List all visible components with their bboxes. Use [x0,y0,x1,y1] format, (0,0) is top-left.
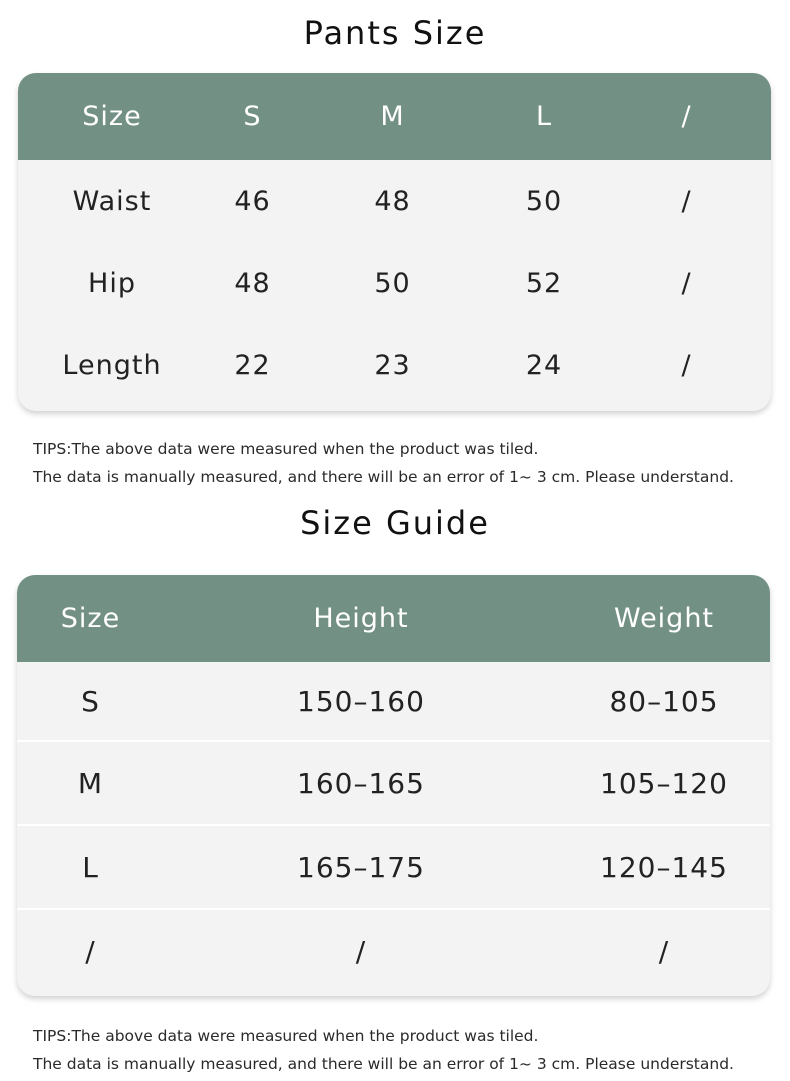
tips-line-1: TIPS:The above data were measured when the product was tiled. [33,440,539,458]
table-cell: 50 [374,267,411,299]
table-row-s [17,662,770,740]
table-row-length [18,324,771,406]
size-guide-table [17,575,770,996]
row-label: S [81,684,100,718]
table-cell: 22 [234,349,271,381]
table-cell: 24 [525,349,563,381]
header-cell-size: Size [60,603,121,634]
pants-size-header-row [18,73,771,160]
header-cell-height: Height [313,603,409,634]
pants-tips [33,435,734,491]
tips-line-2: The data is manually measured, and there will be an error of 1~ 3 cm. Please understand. [33,468,734,486]
table-cell: 150–160 [297,684,425,718]
header-cell-s: S [243,101,262,132]
table-row-waist [18,160,771,242]
table-cell: 52 [525,267,563,299]
table-cell: 160–165 [297,766,425,800]
row-label: M [77,766,104,800]
tips-line-2: The data is manually measured, and there will be an error of 1~ 3 cm. Please understand. [33,1055,734,1073]
pants-size-title: Pants Size [303,14,487,52]
row-label: Length [62,349,162,381]
row-label: Hip [88,267,136,299]
size-guide-title: Size Guide [300,504,490,542]
table-cell: 48 [234,267,271,299]
table-row-l [17,824,770,908]
table-cell: / [681,267,692,299]
header-cell-weight: Weight [613,603,715,634]
table-cell: / [681,349,692,381]
table-cell: / [658,934,670,968]
tips-line-1: TIPS:The above data were measured when the product was tiled. [33,1027,539,1045]
table-row-m [17,740,770,824]
guide-tips [33,1022,734,1078]
table-row-hip [18,242,771,324]
table-cell: 23 [374,349,411,381]
table-cell: 165–175 [297,850,425,884]
table-cell: / [681,185,692,217]
header-cell-m: M [380,101,405,132]
table-cell: 46 [234,185,271,217]
table-cell: 120–145 [600,850,728,884]
row-label: / [85,934,96,968]
table-row-slash [17,908,770,992]
header-cell-size: Size [82,101,142,132]
header-cell-slash: / [681,101,692,132]
row-label: Waist [72,185,152,217]
row-label: L [82,850,99,884]
table-cell: 50 [525,185,563,217]
table-cell: 80–105 [609,684,719,718]
table-cell: 48 [374,185,411,217]
header-cell-l: L [535,101,553,132]
size-guide-header-row [17,575,770,662]
pants-size-table [18,73,771,411]
table-cell: / [355,934,367,968]
table-cell: 105–120 [600,766,728,800]
